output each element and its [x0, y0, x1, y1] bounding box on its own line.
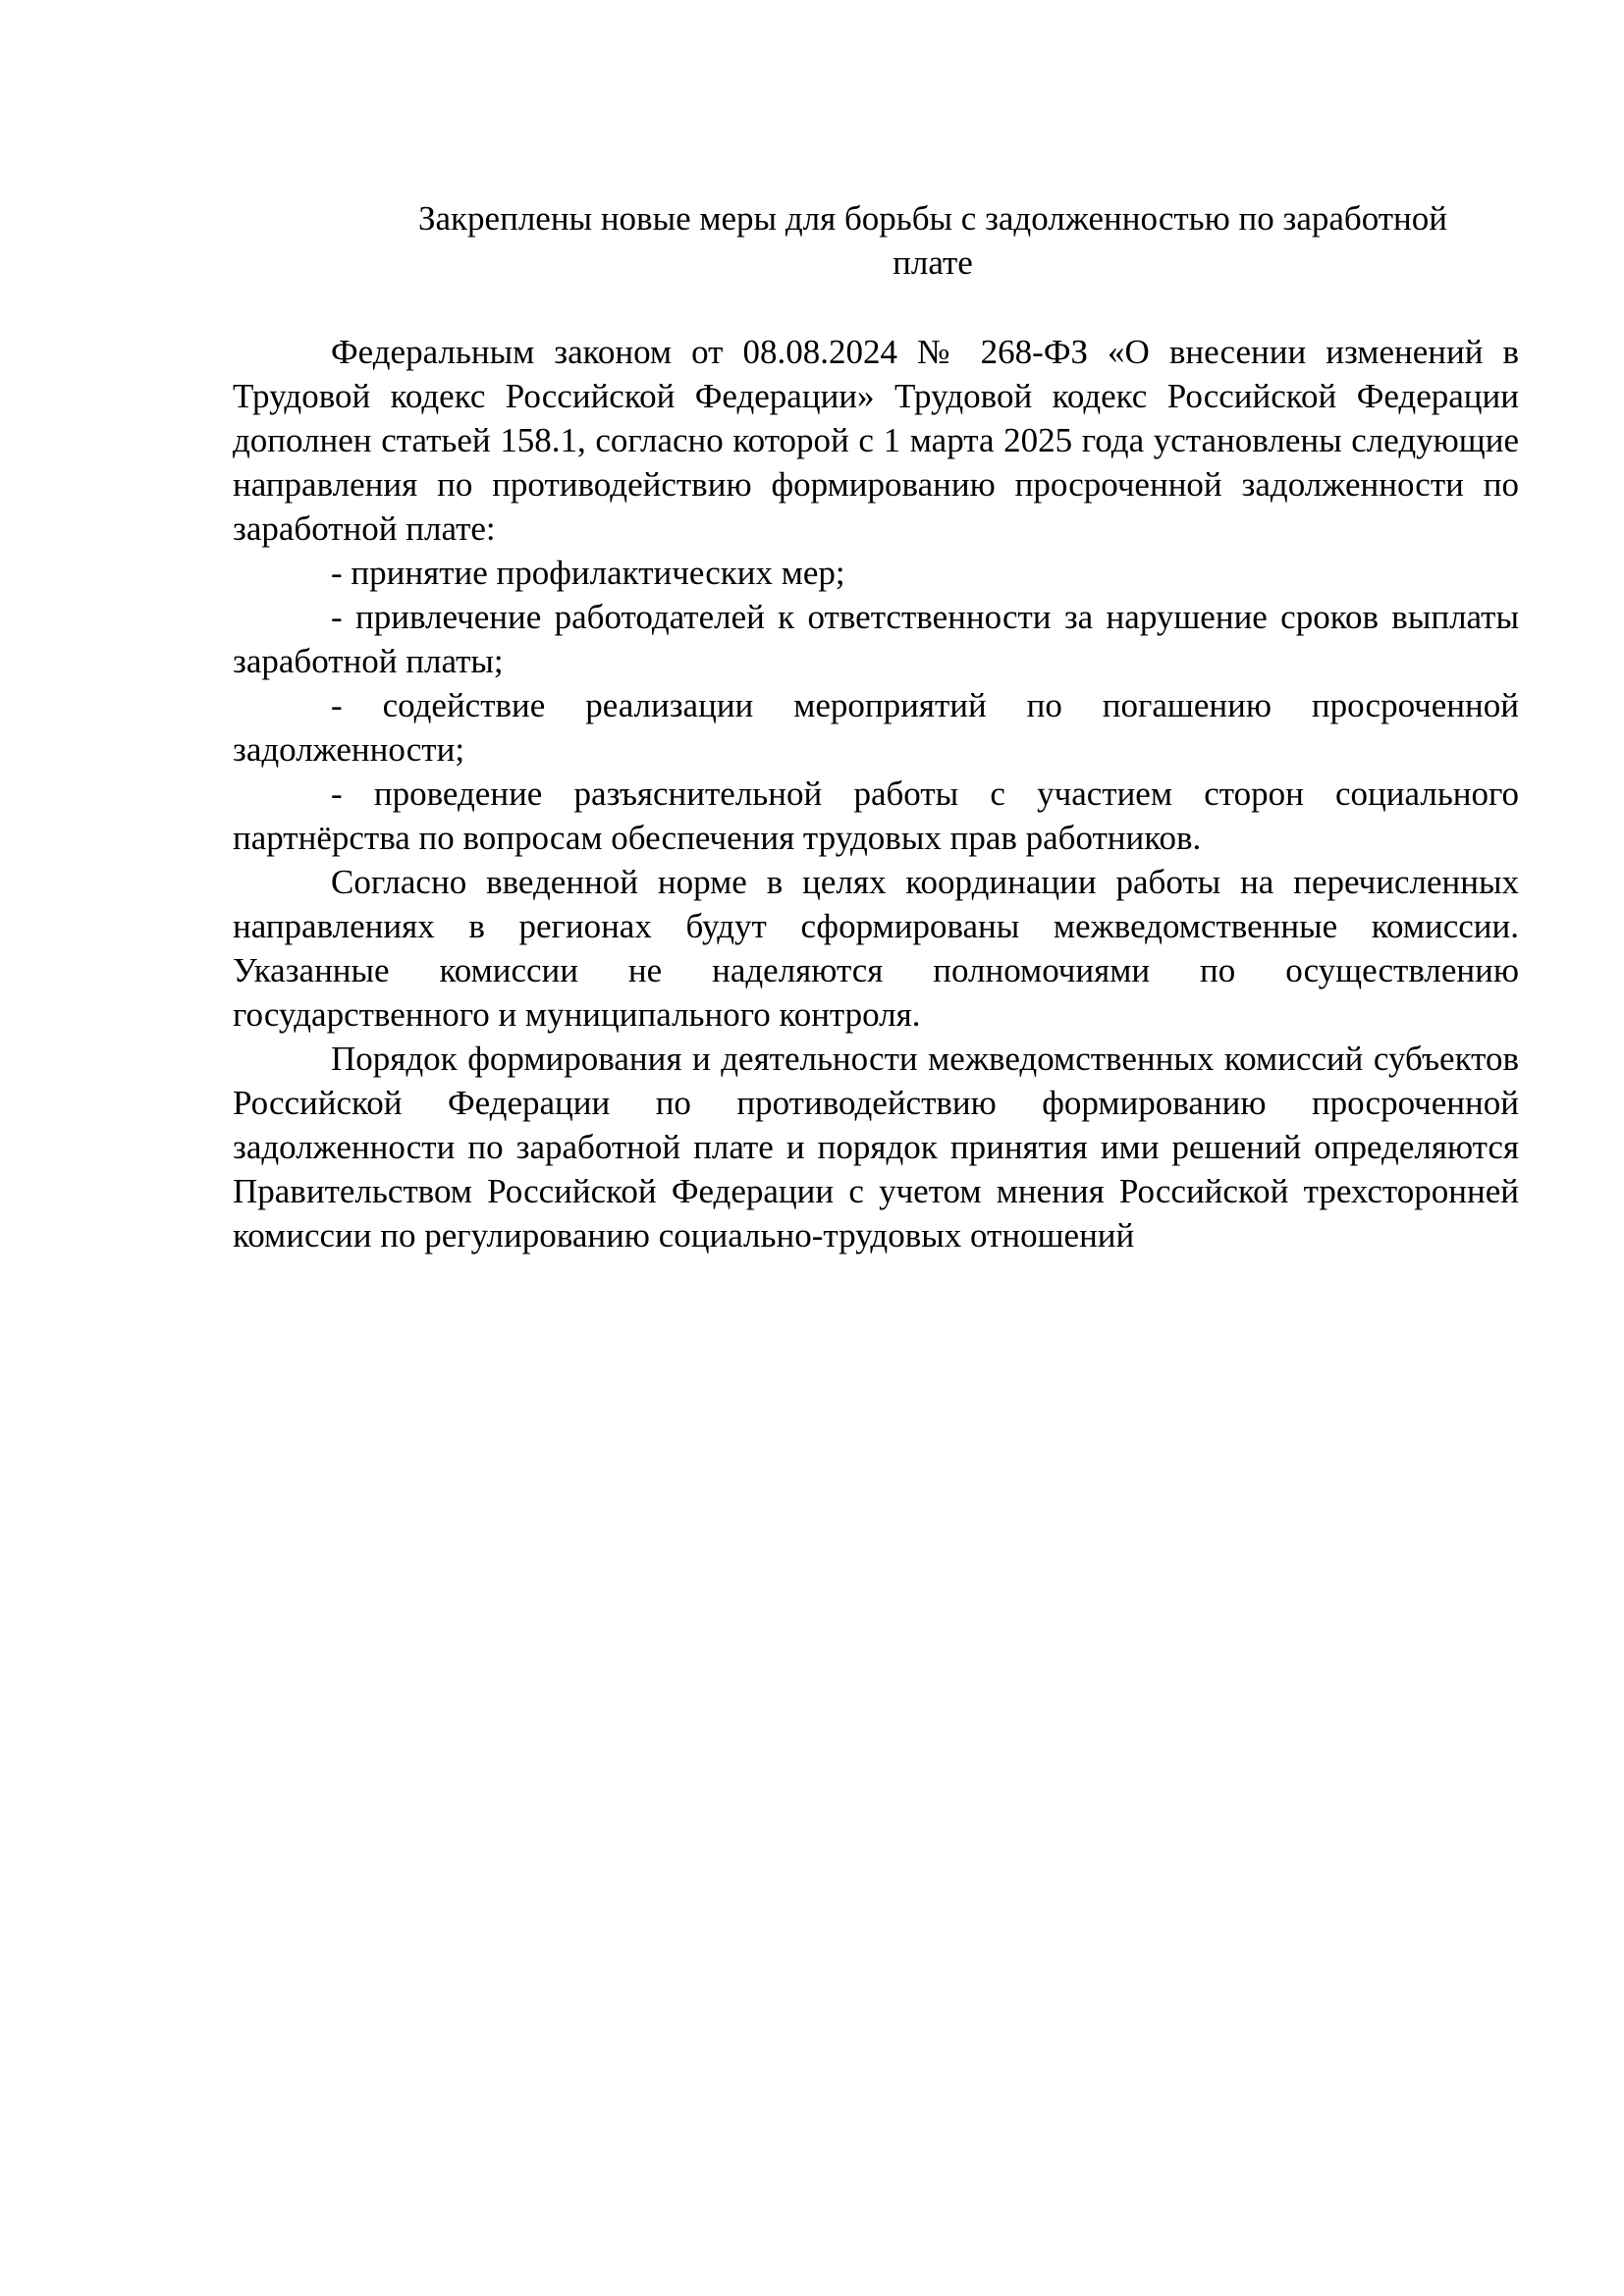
list-item-prevention: - принятие профилактических мер; [331, 554, 845, 592]
document-title [344, 196, 1522, 285]
list-item-liability: - привлечение работодателей к ответственности за нарушение сроков выплаты заработной платы; [233, 598, 1519, 680]
list-item-repayment: - содействие реализации мероприятий по погашению просроченной задолженности; [233, 686, 1519, 769]
title-line-2: плате [893, 243, 973, 282]
document-body [233, 330, 1519, 1257]
paragraph-intro: Федеральным законом от 08.08.2024 № 268-ФЗ «О внесении изменений в Трудовой кодекс Российской Федерации» Трудовой кодекс Российской Федерации дополнен статьей 158.1, согласно которой с 1 марта 2025 года установлены следующие направления по противодействию формированию просроченной задолженности по заработной плате: [233, 333, 1519, 548]
list-item-explanatory-work: - проведение разъяснительной работы с участием сторон социального партнёрства по вопросам обеспечения трудовых прав работников. [233, 774, 1519, 857]
paragraph-commissions: Согласно введенной норме в целях координации работы на перечисленных направлениях в регионах будут сформированы межведомственные комиссии. Указанные комиссии не наделяются полномочиями по осуществлению государственного и муниципального контроля. [233, 863, 1519, 1034]
paragraph-procedure: Порядок формирования и деятельности межведомственных комиссий субъектов Российской Федерации по противодействию формированию просроченной задолженности по заработной плате и порядок принятия ими решений определяются Правительством Российской Федерации с учетом мнения Российской трехсторонней комиссии по регулированию социально-трудовых отношений [233, 1040, 1519, 1255]
title-line-1: Закреплены новые меры для борьбы с задолженностью по заработной [417, 199, 1448, 238]
